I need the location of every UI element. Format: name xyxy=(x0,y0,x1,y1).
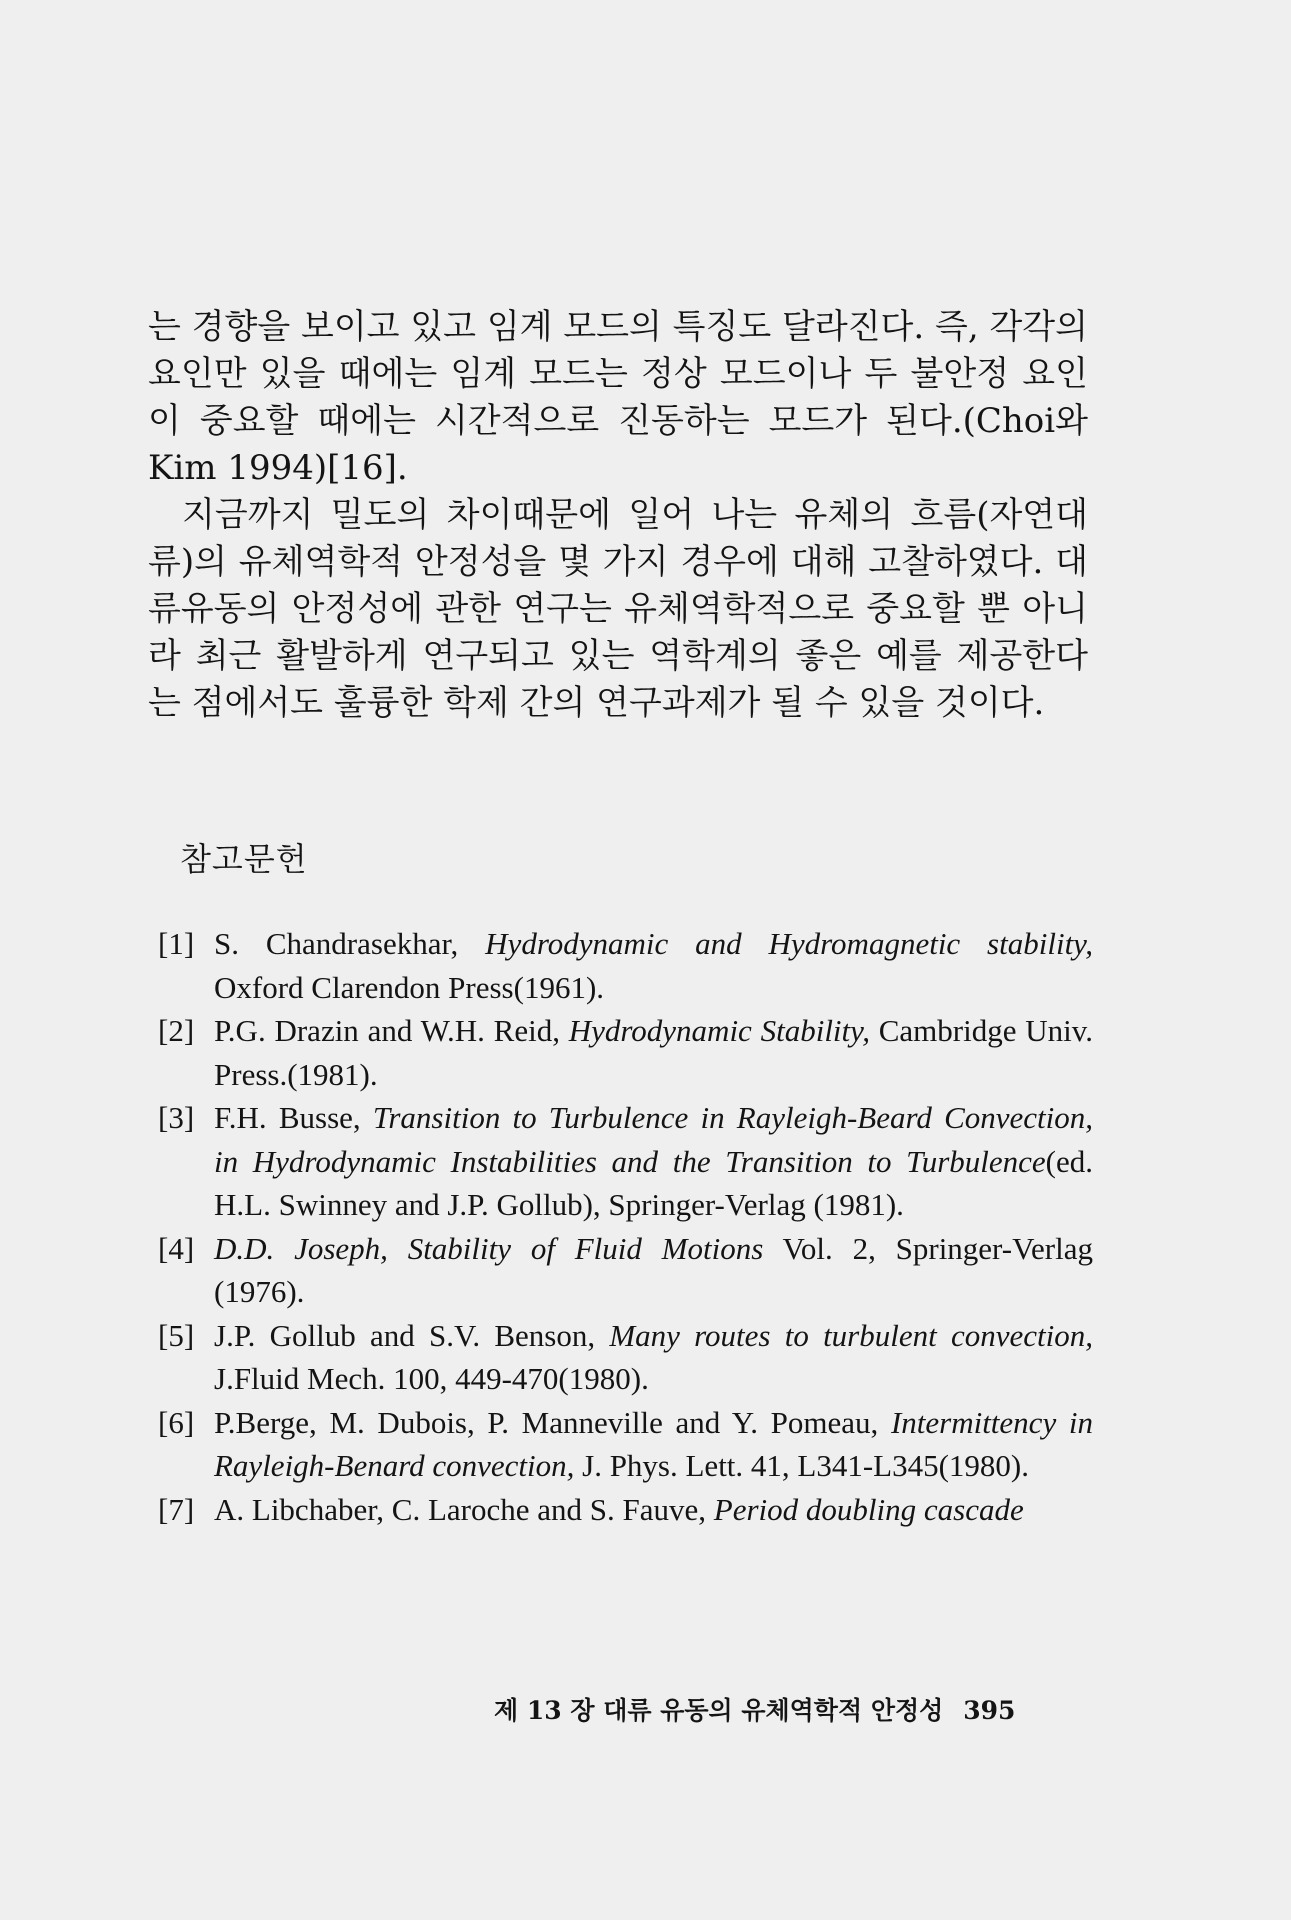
reference-number: [3] xyxy=(158,1100,195,1135)
reference-number: [7] xyxy=(158,1491,195,1527)
reference-source: (ed. H.L. Swinney and J.P. Gollub), Springer-Verlag (1981). xyxy=(214,1143,1093,1222)
reference-title: Intermittency in Rayleigh-Benard convection, xyxy=(214,1404,1093,1483)
reference-number: [1] xyxy=(158,926,195,961)
reference-number: [2] xyxy=(158,1013,195,1048)
reference-title: Many routes to turbulent convection, xyxy=(609,1317,1093,1353)
reference-authors: P.Berge, M. Dubois, P. Manneville and Y. Pomeau, xyxy=(214,1404,891,1440)
reference-number: [4] xyxy=(158,1230,195,1266)
chapter-title: 제 13 장 대류 유동의 유체역학적 안정성 xyxy=(494,1696,944,1725)
reference-number: [5] xyxy=(158,1317,195,1353)
reference-authors: F.H. Busse, xyxy=(214,1100,373,1135)
reference-source: Oxford Clarendon Press(1961). xyxy=(214,969,605,1005)
page-footer xyxy=(494,1691,1094,1727)
reference-authors: P.G. Drazin and W.H. Reid, xyxy=(214,1013,569,1048)
reference-source: J. Phys. Lett. 41, L341-L345(1980). xyxy=(574,1448,1030,1483)
reference-title: Hydrodynamic Stability, xyxy=(568,1013,870,1048)
reference-title: Transition to Turbulence in Rayleigh-Beard Convection, in Hydrodynamic Instabilities and the Transition to Turbulence xyxy=(214,1100,1093,1179)
reference-item xyxy=(158,922,1093,1009)
reference-authors: A. Libchaber, C. Laroche and S. Fauve, xyxy=(214,1491,714,1527)
reference-authors: J.P. Gollub and S.V. Benson, xyxy=(214,1317,610,1353)
reference-title: Hydrodynamic and Hydromagnetic stability, xyxy=(485,926,1093,961)
paragraph-2: 지금까지 밀도의 차이때문에 일어 나는 유체의 흐름(자연대류)의 유체역학적 안정성을 몇 가지 경우에 대해 고찰하였다. 대류유동의 안정성에 관한 연구는 유체역학적으로 중요할 뿐 아니라 최근 활발하게 연구되고 있는 역학계의 좋은 예를 제공한다는 점에서도 훌륭한 학제 간의 연구과제가 될 수 있을 것이다. xyxy=(148,495,1088,723)
reference-item xyxy=(158,1227,1093,1314)
reference-title: Period doubling cascade xyxy=(713,1491,1024,1527)
reference-source: J.Fluid Mech. 100, 449-470(1980). xyxy=(214,1361,649,1396)
reference-source: Vol. 2, Springer-Verlag (1976). xyxy=(214,1230,1093,1309)
reference-item xyxy=(158,1488,1093,1532)
body-text xyxy=(148,304,1088,727)
reference-item xyxy=(158,1314,1093,1401)
references-heading: 참고문헌 xyxy=(180,840,308,878)
reference-item xyxy=(158,1096,1093,1227)
reference-authors: S. Chandrasekhar, xyxy=(214,926,486,961)
reference-item xyxy=(158,1009,1093,1096)
reference-number: [6] xyxy=(158,1404,195,1440)
reference-source: Cambridge Univ. Press.(1981). xyxy=(214,1013,1093,1092)
reference-list xyxy=(158,922,1093,1531)
page-number: 395 xyxy=(963,1696,1016,1725)
reference-item xyxy=(158,1401,1093,1488)
reference-title: D.D. Joseph, Stability of Fluid Motions xyxy=(214,1230,764,1266)
paragraph-1: 는 경향을 보이고 있고 임계 모드의 특징도 달라진다. 즉, 각각의 요인만 있을 때에는 임계 모드는 정상 모드이나 두 불안정 요인이 중요할 때에는 시간적으로 진동하는 모드가 된다.(Choi와 Kim 1994)[16]. xyxy=(148,307,1088,488)
